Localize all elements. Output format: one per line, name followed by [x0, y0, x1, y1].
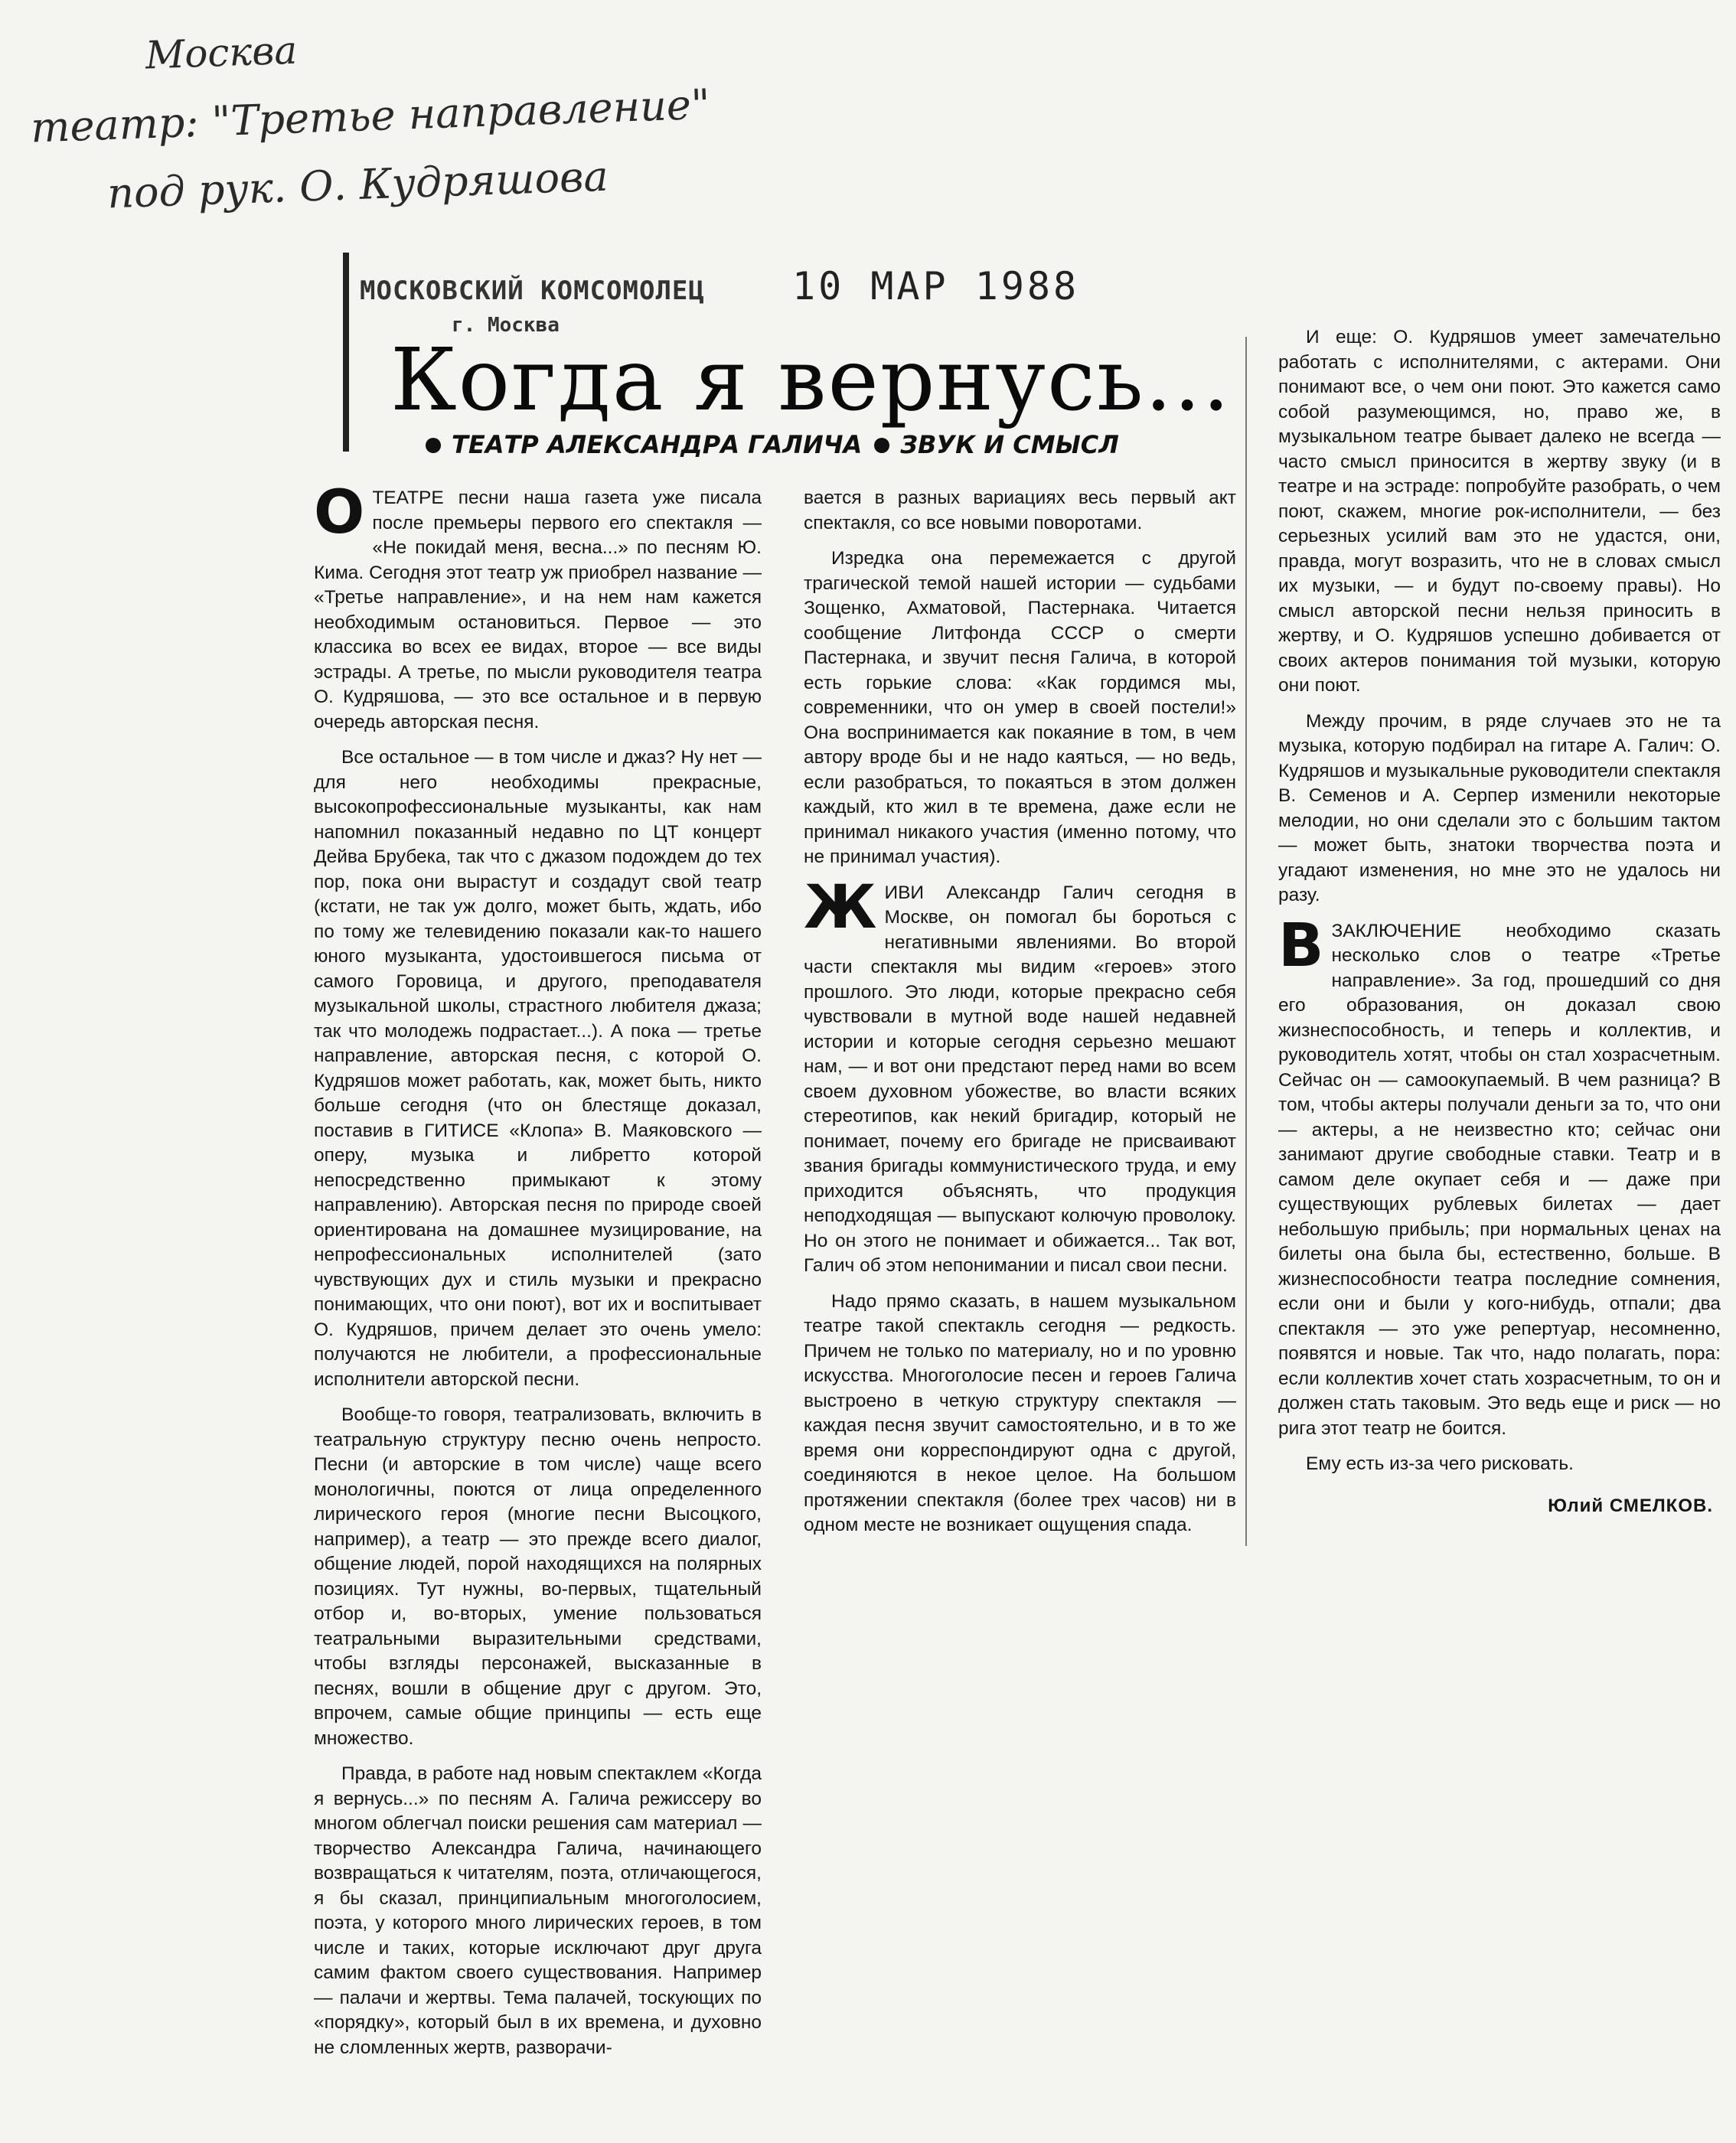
paragraph: Изредка она перемежается с другой трагической темой нашей истории — судьбами Зощенко, Ахматовой, Пастернака. Читается сообщение Литфонда СССР о смерти Пастернака, и звучит песня Галича, в которой есть горькие слова: «Как гордимся мы, современники, что он умер в своей постели!» Она воспринимается как покаяние в том, в чем автору вроде бы и не надо каяться, — но ведь, если разобраться, то покаяться в этом должен каждый, кто жил в те времена, даже если не принимал никакого участия (именно потому, что не принимал участия).	[804, 548, 1236, 867]
drop-cap: Ж	[804, 873, 877, 942]
newspaper-city: г. Москва	[452, 314, 560, 337]
author-signature: Юлий СМЕЛКОВ.	[1548, 1495, 1713, 1516]
handwritten-note-theatre: театр: "Третье направление"	[30, 80, 711, 152]
clipping-edge	[343, 253, 349, 452]
paragraph: вается в разных вариациях весь первый акт спектакля, со все новыми поворотами.	[804, 488, 1236, 533]
paragraph	[1278, 911, 1721, 1442]
paragraph: Правда, в работе над новым спектаклем «Когда я вернусь...» по песням А. Галича режиссеру во многом облегчал поиски решения сам материал — творчество Александра Галича, начинающего возвращаться к читателям, поэта, отличающегося, я бы сказал, принципиальным многоголосием, поэта, у которого много лирических героев, в том числе и таких, которые исключают друг друга самим фактом своего существования. Например — палачи и жертвы. Тема палачей, тоскующих по «порядку», который был в их времена, и духовно не сломленных жертв, разворачи-	[314, 1763, 762, 2058]
paragraph-text: ИВИ Александр Галич сегодня в Москве, он помогал бы бороться с негативными явлениями. Во второй части спектакля мы видим «героев» этого прошлого. Это люди, которые прекрасно себя чувствовали в мутной воде нашей недавней истории и которые сегодня серьезно мешают нам, — и вот они предстают перед нами во всем своем духовном убожестве, во власти всяких стереотипов, как некий бригадир, который не понимает, почему его бригаде не присваивают звания бригады коммунистического труда, и ему приходится объяснять, что продукция неподходящая — выпускают колючую проволоку. Но он этого не понимает и обижается... Так вот, Галич об этом непонимании и писал свои песни.	[804, 882, 1236, 1276]
article-column-3	[1278, 325, 1721, 1518]
paragraph: Вообще-то говоря, театрализовать, включить в театральную структуру песню очень непросто. Песни (и авторские в том числе) чаще всего монологичны, поются от лица определенного лирического героя (многие песни Высоцкого, например), а театр — это прежде всего диалог, общение людей, порой находящихся на полярных позициях. Тут нужны, во-первых, тщательный отбор и, во-вторых, умение пользоваться театральными выразительными средствами, чтобы взгляды персонажей, высказанные в песнях, вошли в общение друг с другом. Это, впрочем, самые общие принципы — есть еще множество.	[314, 1404, 762, 1749]
article-headline: Когда я вернусь...	[390, 331, 1232, 430]
handwritten-note-director: под рук. О. Кудряшова	[106, 152, 609, 218]
column-divider	[1245, 337, 1247, 1546]
paragraph: Все остальное — в том числе и джаз? Ну нет — для него необходимы прекрасные, высокопрофессиональные музыканты, как нам напомнил показанный недавно по ЦТ концерт Дейва Брубека, так что с джазом подождем до тех пор, пока они вырастут и создадут свой театр (кстати, не так уж долго, может быть, ждать, ибо по тому же телевидению показали как-то нашего юного музыканта, удостоившегося письма от самого Горовица, и другого, преподавателя музыкальной школы, страстного любителя джаза; так что молодежь подрастает...). А пока — третье направление, авторская песня, с которой О. Кудряшов может работать, как, может быть, никто больше сегодня (что он блестяще доказал, поставив в ГИТИСЕ «Клопа» В. Маяковского — оперу, музыка и либретто которой непосредственно примыкают к этому направлению). Авторская песня по природе своей ориентирована на домашнее музицирование, на непрофессиональных исполнителей (зато чувствующих дух и стиль музыки и прекрасно понимающих, что они поют), вот их и воспитывает О. Кудряшов, причем делает это очень умело: получаются не любители, а профессиональные исполнители авторской песни.	[314, 747, 762, 1390]
paragraph: И еще: О. Кудряшов умеет замечательно работать с исполнителями, с актерами. Они понимают все, о чем они поют. Это кажется само собой разумеющимся, но, право же, в музыкальном театре бывает далеко не всегда — часто смысл приносится в жертву звуку (и в театре и на эстраде: попробуйте разобрать, о чем поют, скажем, многие рок-исполнители, — без серьезных усилий вам это не удастся, они, правда, могут возразить, что не в словах смысл их музыки, — и будут по-своему правы). Но смысл авторской песни нельзя приносить в жертву, и О. Кудряшов успешно добивается от своих актеров понимания той музыки, которую они поют.	[1278, 327, 1721, 696]
newspaper-masthead: МОСКОВСКИЙ КОМСОМОЛЕЦ	[360, 276, 705, 306]
paragraph-text: ЗАКЛЮЧЕНИЕ необходимо сказать несколько слов о театре «Третье направление». За год, прошедший со дня его образования, он доказал свою жизнеспособность, и теперь и коллектив, и руководитель хотят, чтобы он стал хозрасчетным. Сейчас он — самоокупаемый. В чем разница? В том, чтобы актеры получали деньги за то, что они — актеры, а не неизвестно кто; сейчас они занимают другие свободные ставки. Театр и в самом деле окупает себя и — даже при существующих рублевых билетах — дает небольшую прибыль; при нормальных ценах на билеты она была бы, естественно, больше. В жизнеспособности театра последние сомнения, если они и были у кого-нибудь, отпали; два спектакля — это уже репертуар, несомненно, появятся и новые. Так что, надо полагать, пора: если коллектив хочет стать хозрасчетным, то он и должен стать таковым. Это ведь еще и риск — но рига этот театр не боится.	[1278, 920, 1721, 1439]
bullet-icon	[426, 438, 441, 453]
paragraph: Надо прямо сказать, в нашем музыкальном театре такой спектакль сегодня — редкость. Причем не только по материалу, но и по уровню искусства. Многоголосие песен и героев Галича выстроено в четкую структуру спектакля — каждая песня звучит самостоятельно, и в то же время они корреспондируют одна с другой, соединяются в некое целое. На большом протяжении спектакля (более трех часов) ни в одном месте не возникает ощущения спада.	[804, 1290, 1236, 1535]
paragraph	[314, 478, 762, 735]
rubric-theatre: ТЕАТР АЛЕКСАНДРА ГАЛИЧА	[452, 430, 863, 459]
article-column-2	[804, 486, 1236, 1549]
drop-cap: О	[314, 478, 365, 547]
article-rubric	[426, 430, 1119, 459]
date-stamp: 10 МАР 1988	[792, 264, 1080, 308]
handwritten-note-city: Москва	[145, 28, 299, 78]
paragraph-text: ТЕАТРЕ песни наша газета уже писала после премьеры первого его спектакля — «Не покидай меня, весна...» по песням Ю. Кима. Сегодня этот театр уж приобрел название — «Третье направление», и на нем нам кажется необходимым остановиться. Первое — это классика во всех ее видах, второе — все виды эстрады. А третье, по мысли руководителя театра О. Кудряшова, — это все остальное и в первую очередь авторская песня.	[314, 488, 762, 732]
paragraph	[804, 873, 1236, 1279]
paragraph: Между прочим, в ряде случаев это не та музыка, которую подбирал на гитаре А. Галич: О. Кудряшов и музыкальные руководители спектакля В. Семенов и А. Серпер изменили некоторые мелодии, но они сделали это с большим тактом — может быть, знатоки творчества поэта и угадают изменения, но мне это не удалось ни разу.	[1278, 710, 1721, 905]
rubric-sound-meaning: ЗВУК И СМЫСЛ	[900, 430, 1119, 459]
paragraph: Ему есть из-за чего рисковать.	[1306, 1453, 1574, 1474]
bullet-icon	[874, 438, 889, 453]
article-column-1	[314, 478, 762, 2071]
drop-cap: В	[1278, 911, 1324, 980]
